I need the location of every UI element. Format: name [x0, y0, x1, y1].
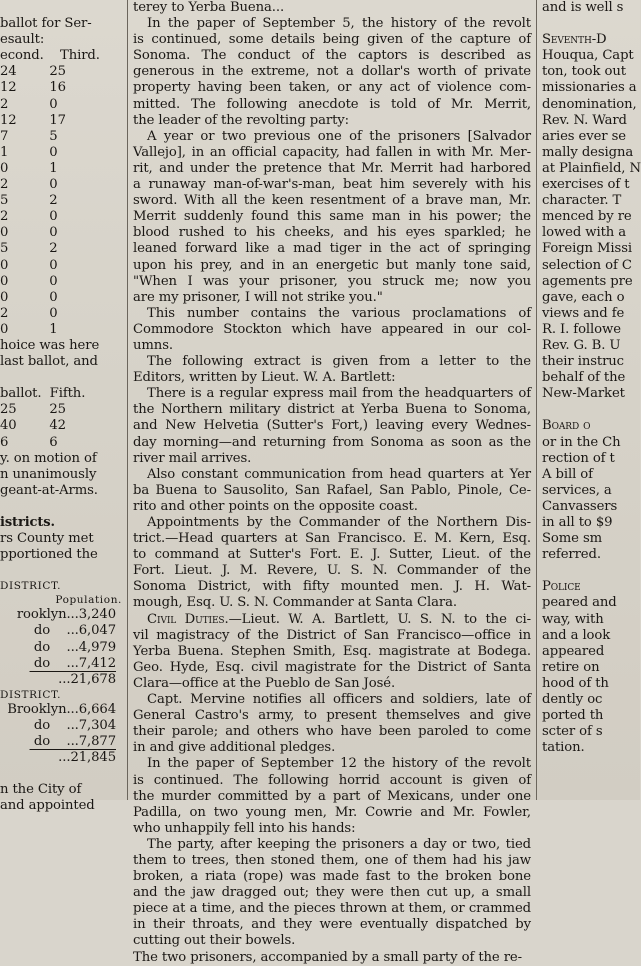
text-line: missionaries a	[542, 80, 637, 96]
text-line: 2 0	[0, 305, 58, 321]
text-line: character. T	[542, 193, 622, 209]
text-line: 24 25	[0, 64, 66, 80]
text-line: Rev. N. Ward	[542, 112, 627, 128]
text-line: day morning—and returning from Sonoma as soon as the	[133, 434, 531, 450]
text-line: and a look	[542, 627, 611, 643]
text-line: Some sm	[542, 531, 603, 547]
text-line: aries ever se	[542, 128, 626, 144]
text-line: The two prisoners, accompanied by a small party of the re-	[133, 949, 522, 965]
text-line	[0, 499, 122, 515]
text-line: Seventh-D	[542, 32, 607, 48]
text-line	[542, 563, 640, 579]
text-line: and appointed	[0, 798, 95, 814]
text-line: Brooklyn...6,664	[7, 701, 116, 717]
text-line	[133, 612, 531, 628]
text-line: rooklyn...3,240	[16, 607, 116, 623]
text-line: at Plainfield, N	[542, 160, 641, 176]
text-line: 0 1	[0, 321, 58, 337]
text-line: broken, a riata (rope) was made fast to the broken bone	[133, 869, 531, 885]
text-line: menced by re	[542, 209, 632, 225]
text-line: appeared	[542, 643, 605, 659]
text-line: scter of s	[542, 724, 603, 740]
text-line: is continued. The following horrid account is given of	[133, 772, 531, 788]
text-line: in and give additional pledges.	[133, 740, 336, 756]
text-line: esault:	[0, 32, 45, 48]
text-line: ballot for Ser-	[0, 16, 92, 32]
text-line: upon his prey, and in an energetic but manly tone said,	[133, 257, 531, 273]
text-line: is continued, some details being given of the capture of	[133, 32, 531, 48]
text-line: 0 0	[0, 257, 58, 273]
text-line: ...21,678	[29, 671, 116, 687]
text-line: 2 0	[0, 177, 58, 193]
text-line: istricts.	[0, 515, 55, 530]
middle-column	[133, 0, 531, 965]
text-line: Sonoma. The conduct of the captors is described as	[133, 48, 531, 64]
text-line: do ...7,877	[33, 734, 116, 750]
text-line: and is well s	[542, 0, 624, 15]
text-line: dently oc	[542, 692, 603, 708]
text-line: 1 0	[0, 144, 58, 160]
text-line: way, with	[542, 611, 604, 627]
text-line: Also constant communication from head quarters at Yer	[147, 466, 531, 482]
text-line: their parole; and others who have been paroled to come	[133, 724, 531, 740]
text-line: n unanimously	[0, 466, 97, 482]
text-line: A bill of	[542, 466, 593, 482]
text-line: or in the Ch	[542, 434, 621, 450]
text-line: them to trees, then stoned them, one of them had his jaw	[133, 852, 531, 868]
column-rule	[536, 0, 537, 800]
text-line: The party, after keeping the prisoners a day or two, tied	[147, 836, 531, 852]
text-line: General Castro's army, to present themselves and give	[133, 708, 531, 724]
text-line: hoice was here	[0, 337, 100, 353]
text-line: 12 17	[0, 112, 66, 128]
text-line: ported th	[542, 708, 604, 724]
text-line: Vallejo], in an official capacity, had fallen in with Mr. Mer-	[133, 144, 531, 160]
text-line: DISTRICT.	[0, 580, 62, 593]
text-line: exercises of t	[542, 177, 630, 193]
text-line: property having been taken, or any act of violence com-	[133, 80, 531, 96]
text-line: river mail arrives.	[133, 450, 252, 466]
text-line: piece at a time, and the pieces thrown at them, or crammed	[133, 901, 531, 917]
text-line: DISTRICT.	[0, 688, 62, 701]
text-line: econd. Third.	[0, 48, 100, 64]
text-line: leaned forward like a mad tiger in the act of springing	[133, 241, 531, 257]
text-line: and New Helvetia (Sutter's Fort,) leaving every Wednes-	[133, 418, 531, 434]
text-line: Commodore Stockton which have appeared in our col-	[133, 321, 531, 337]
text-line: 40 42	[0, 418, 66, 434]
text-line: 2 0	[0, 96, 58, 112]
text-line: "When I was your prisoner, you struck me; now you	[133, 273, 531, 289]
text-line: 5 2	[0, 241, 58, 257]
text-line: retire on	[542, 659, 600, 675]
text-line: rit, and under the pretence that Mr. Merrit had harbored	[133, 160, 531, 176]
text-line	[0, 563, 122, 579]
text-line: trict.—Head quarters at San Francisco. E. M. Kern, Esq.	[133, 531, 531, 547]
text-line	[542, 16, 640, 32]
text-line: There is a regular express mail from the headquarters of	[147, 386, 531, 402]
text-line: Foreign Missi	[542, 241, 632, 257]
text-line: gave, each o	[542, 289, 625, 305]
text-line: Fort. Lieut. J. M. Revere, U. S. N. Commander of the	[133, 563, 531, 579]
text-line: agements pre	[542, 273, 633, 289]
text-line: ballot. Fifth.	[0, 386, 86, 402]
text-line	[0, 766, 122, 782]
text-line: do ...6,047	[33, 623, 116, 639]
text-line: rito and other points on the opposite coast.	[133, 498, 418, 514]
text-line: vil magistracy of the District of San Francisco—office in	[133, 627, 531, 643]
text-line: lowed with a	[542, 225, 627, 241]
text-line: blood rushed to his cheeks, and his eyes sparkled; he	[133, 225, 531, 241]
text-line: do ...7,412	[33, 655, 116, 671]
text-line: Appointments by the Commander of the Northern Dis-	[147, 515, 531, 530]
text-line: rection of t	[542, 450, 615, 466]
text-line: in all to $9	[542, 515, 613, 530]
text-line: mitted. The following anecdote is told of Mr. Merrit,	[133, 96, 531, 112]
text-line: the Northern military district at Yerba Buena to Sonoma,	[133, 402, 531, 418]
text-line: in their throats, and they were eventually dispatched by	[133, 917, 531, 933]
text-line: 7 5	[0, 128, 58, 144]
text-line: tation.	[542, 740, 585, 756]
left-column	[0, 0, 122, 814]
text-line: n the City of	[0, 782, 82, 798]
text-line: Capt. Mervine notifies all officers and soldiers, late of	[147, 692, 531, 708]
text-line: 0 0	[0, 289, 58, 305]
text-line: to command at Sutter's Fort. E. J. Sutter, Lieut. of the	[133, 547, 531, 563]
text-line: do ...7,304	[33, 717, 116, 733]
text-line: 2 0	[0, 209, 58, 225]
text-line: a runaway man-of-war's-man, beat him severely with his	[133, 177, 531, 193]
text-line: Houqua, Capt	[542, 48, 634, 64]
text-line: mally designa	[542, 144, 634, 160]
text-line: selection of C	[542, 257, 632, 273]
text-line: Canvassers	[542, 498, 618, 514]
text-line	[542, 402, 640, 418]
text-line: Police	[542, 579, 581, 595]
text-line: ton, took out	[542, 64, 626, 80]
text-line: generous in the extreme, not a dollar's worth of private	[133, 64, 531, 80]
text-line: ba Buena to Sausolito, San Rafael, San Pablo, Pinole, Ce-	[133, 482, 531, 498]
text-line: cutting out their bowels.	[133, 933, 296, 949]
text-line: mough, Esq. U. S. N. Commander at Santa Clara.	[133, 595, 457, 611]
text-line: Population.	[55, 594, 122, 607]
text-line: 0 0	[0, 273, 58, 289]
text-line: their instruc	[542, 354, 624, 370]
text-line: hood of th	[542, 675, 609, 691]
text-line: who unhappily fell into his hands:	[133, 820, 356, 836]
text-line: ...21,845	[29, 750, 116, 766]
text-line	[0, 370, 122, 386]
text-line: the murder committed by a part of Mexicans, under one	[133, 788, 531, 804]
text-line: Editors, written by Lieut. W. A. Bartlett:	[133, 370, 396, 386]
text-line: In the paper of September 5, the history of the revolt	[147, 16, 531, 32]
text-line: peared and	[542, 595, 617, 611]
text-line: are my prisoner, I will not strike you."	[133, 289, 383, 305]
text-line: rs County met	[0, 531, 94, 547]
text-line: denomination,	[542, 96, 637, 112]
text-line: Geo. Hyde, Esq. civil magistrate for the District of Santa	[133, 659, 531, 675]
text-line: 6 6	[0, 434, 58, 450]
column-rule	[127, 0, 128, 800]
text-line: 25 25	[0, 402, 66, 418]
text-line: views and fe	[542, 305, 625, 321]
text-line: R. I. followe	[542, 321, 621, 337]
text-line: Yerba Buena. Stephen Smith, Esq. magistrate at Bodega.	[133, 643, 531, 659]
section-text: —Lieut. W. A. Bartlett, U. S. N. to the ci-	[228, 611, 531, 627]
text-line: 12 16	[0, 80, 66, 96]
text-line: A year or two previous one of the prisoners [Salvador	[147, 128, 531, 144]
text-line: and the jaw dragged out; they were then cut up, a small	[133, 885, 531, 901]
text-line: In the paper of September 12 the history of the revolt	[147, 756, 531, 772]
text-line: services, a	[542, 482, 612, 498]
text-line: 5 2	[0, 193, 58, 209]
text-line: the leader of the revolting party:	[133, 112, 349, 128]
text-line: geant-at-Arms.	[0, 482, 98, 498]
text-line: Board o	[542, 418, 591, 434]
text-line: New-Market	[542, 386, 625, 402]
text-line: do ...4,979	[33, 639, 116, 655]
text-line: 0 0	[0, 225, 58, 241]
section-heading: Civil Duties.	[147, 611, 229, 627]
text-line	[0, 0, 122, 16]
right-column	[542, 0, 640, 800]
text-line: behalf of the	[542, 370, 626, 386]
text-line: Sonoma District, with fifty mounted men. J. H. Wat-	[133, 579, 531, 595]
text-line: 0 1	[0, 160, 58, 176]
text-line: umns.	[133, 337, 173, 353]
text-line: pportioned the	[0, 547, 98, 563]
text-line: Clara—office at the Pueblo de San José.	[133, 675, 396, 691]
text-line: Merrit suddenly found this same man in his power; the	[133, 209, 531, 225]
text-line: This number contains the various proclamations of	[147, 305, 531, 321]
text-line: y. on motion of	[0, 450, 97, 466]
text-line: The following extract is given from a letter to the	[147, 354, 531, 370]
text-line: Padilla, on two young men, Mr. Cowrie and Mr. Fowler,	[133, 804, 531, 820]
text-line: terey to Yerba Buena...	[133, 0, 285, 15]
text-line: last ballot, and	[0, 354, 98, 370]
text-line: Rev. G. B. U	[542, 337, 621, 353]
text-line: referred.	[542, 547, 601, 563]
text-line: sword. With all the keen resentment of a brave man, Mr.	[133, 193, 531, 209]
